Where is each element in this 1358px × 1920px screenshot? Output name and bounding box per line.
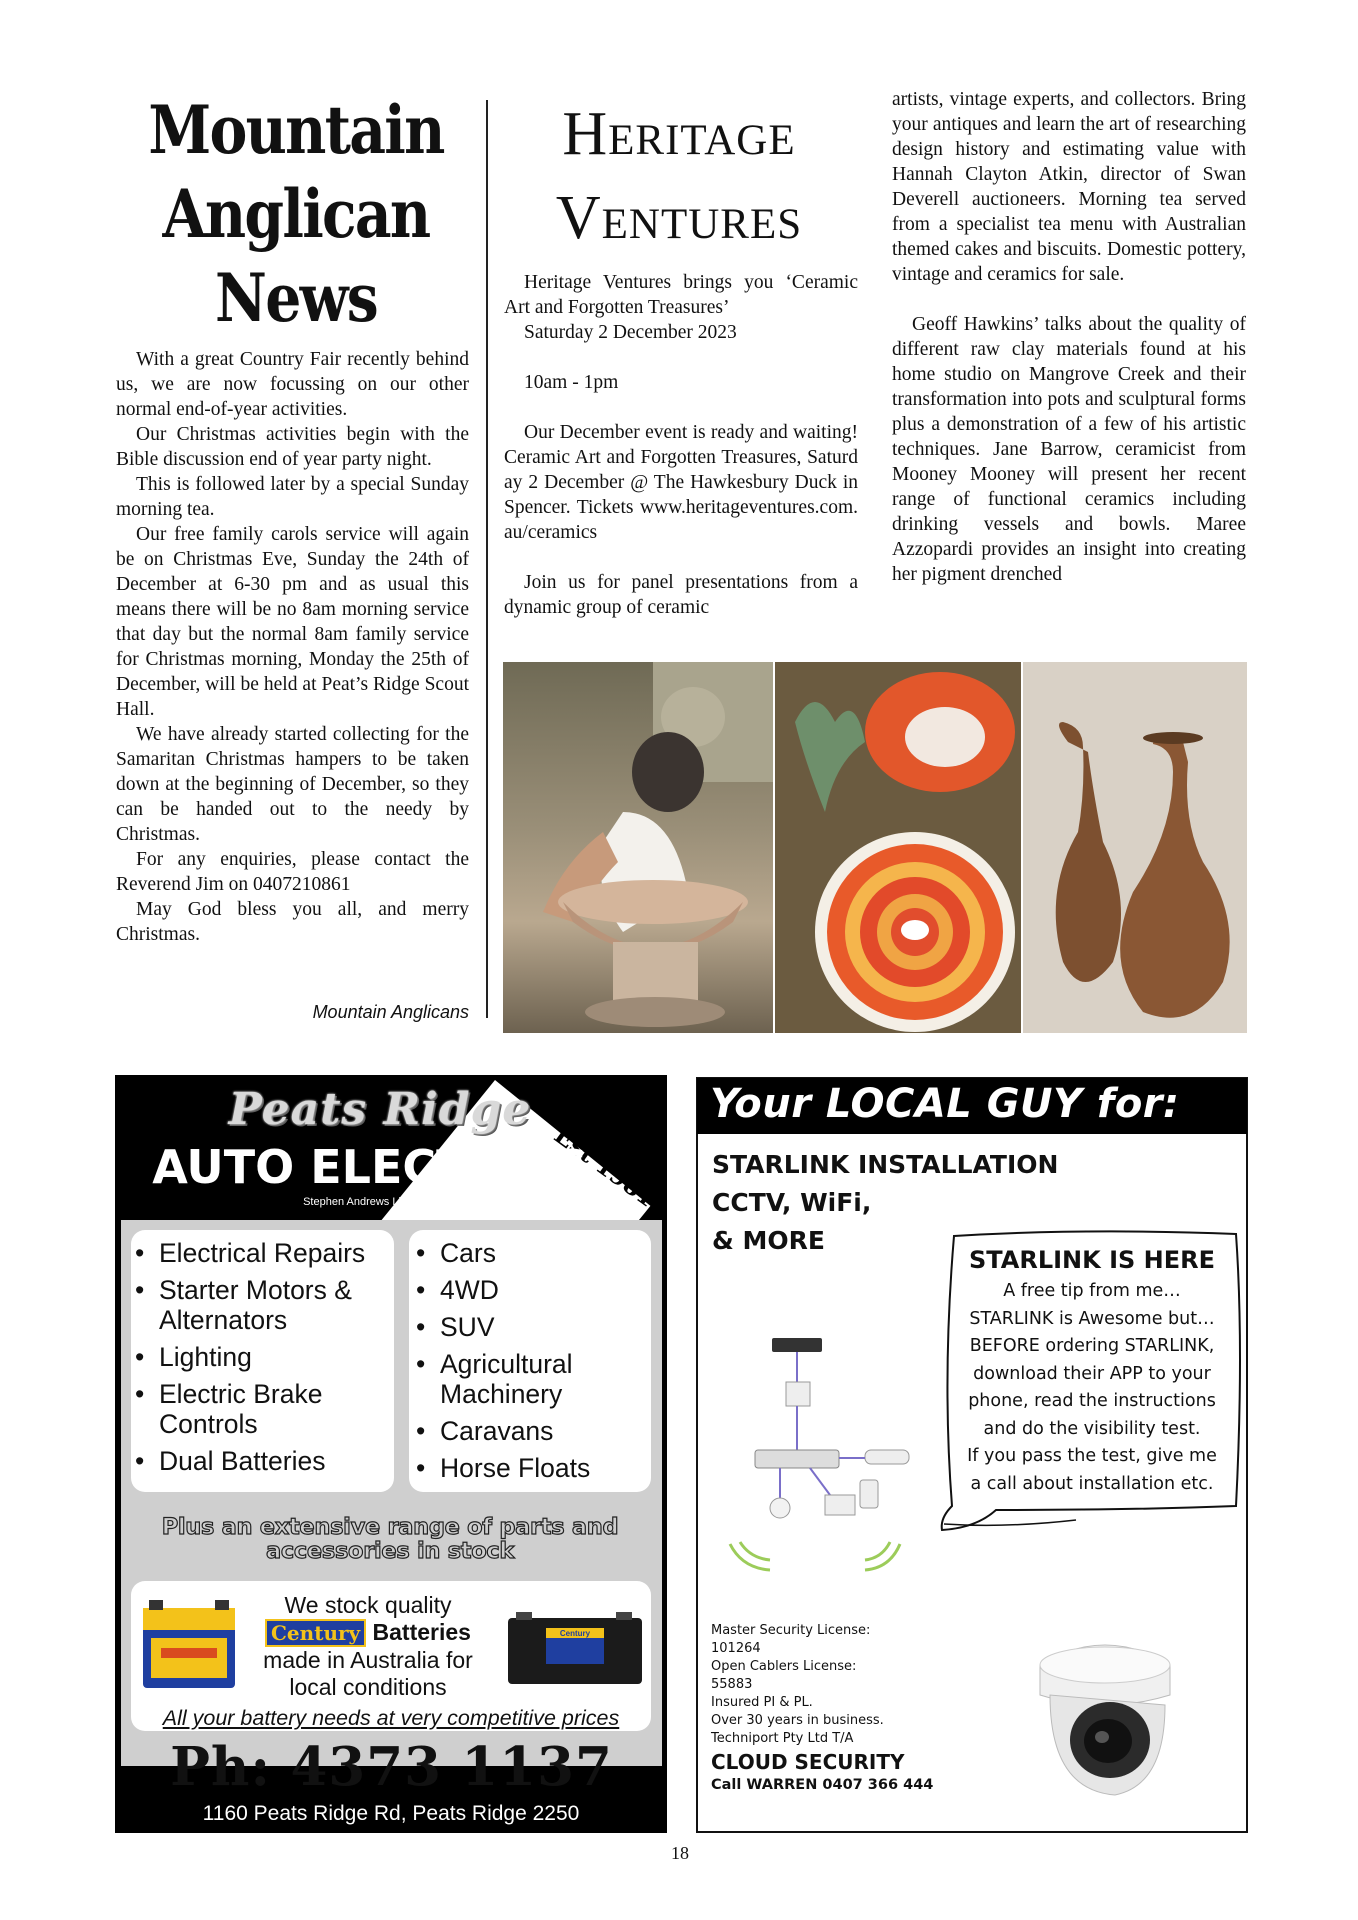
est-label: Est 1981 <box>548 1120 662 1213</box>
service-item: • Dual Batteries <box>133 1446 393 1476</box>
note-line: accessories in stock <box>265 1538 515 1564</box>
licence-line: Techniport Pty Ltd T/A <box>711 1731 854 1746</box>
tip-line: phone, read the instructions <box>968 1391 1216 1411</box>
tip-line: If you pass the test, give me <box>967 1446 1217 1466</box>
services-list-left <box>133 1238 393 1483</box>
ae-brand-name: Peats Ridge <box>228 1084 532 1135</box>
event-time: 10am - 1pm <box>524 372 619 393</box>
article-paragraph: artists, vintage experts, and collectors. Bring your antiques and learn the art of researching design history and estimating value with Hannah Clayton Atkin, director of Swan Deverell auctioneers. Morning tea served from a specialist tea menu with Australian themed cakes and biscuits. Domestic pottery, vintage and ceramics for sale. <box>892 89 1246 285</box>
service-item: • Horse Floats <box>414 1453 646 1483</box>
company-name: CLOUD SECURITY <box>711 1750 905 1774</box>
service-item: • Electric Brake Controls <box>133 1379 393 1439</box>
article-paragraph: Heritage Ventures brings you ‘Ceramic Art and Forgotten Treasures’ <box>504 272 858 318</box>
service-item: • Cars <box>414 1238 646 1268</box>
licence-line: Insured PI & PL. <box>711 1695 813 1710</box>
tip-line: and do the visibility test. <box>983 1418 1201 1439</box>
battery-line: We stock quality <box>284 1592 452 1618</box>
battery-label: Century <box>559 1629 591 1638</box>
local-guy-header: Your LOCAL GUY for: <box>710 1081 1180 1127</box>
services-list-right <box>414 1238 646 1490</box>
century-logo: Century <box>265 1619 366 1647</box>
tip-line: download their APP to your <box>973 1363 1211 1384</box>
vases-photo <box>1023 662 1247 1033</box>
article-paragraph: Geoff Hawkins’ talks about the quality of different raw clay materials found at his home studio on Mangrove Creek and their transformation into pots and sculptural forms plus a demonstration of a few of his artistic techniques. Jane Barrow, ceramicist from Mooney Mooney will present her recent range of functional ceramics including drinking vessels and bowls. Maree Azzopardi provides an insight into creating her pigment drenched <box>892 314 1246 585</box>
event-date: Saturday 2 December 2023 <box>524 322 737 343</box>
ae-phone: Ph: 4373 1137 <box>170 1736 613 1798</box>
article-paragraph: May God bless you all, and merry Christmas. <box>116 899 469 945</box>
title-line: News <box>215 259 377 337</box>
ae-licence: Stephen Andrews Lic. No.: MVRL22840 <box>303 1196 497 1208</box>
article-paragraph: Our Christmas activities begin with the Bible discussion end of year party night. <box>116 424 469 470</box>
service-item: • Lighting <box>133 1342 393 1372</box>
title-line: Mountain <box>148 91 444 169</box>
service-item: • 4WD <box>414 1275 646 1305</box>
licence-line: 101264 <box>711 1641 761 1656</box>
column-divider <box>486 100 488 1018</box>
tip-line: a call about installation etc. <box>970 1473 1214 1494</box>
article-paragraph: Our December event is ready and waiting! Ceramic Art and Forgotten Treasures, Saturday 2 December @ The Hawkesbury Duck in Spencer. Tickets www.heritageventures.com.au/ceramics <box>504 422 858 543</box>
service-item: • Agricultural Machinery <box>414 1349 646 1409</box>
battery-text <box>248 1592 488 1701</box>
tip-line: A free tip from me… <box>1003 1281 1181 1301</box>
starlink-tip <box>948 1242 1236 1498</box>
batteries-label: Batteries <box>372 1619 471 1645</box>
article-paragraph: Join us for panel presentations from a dynamic group of ceramic <box>504 572 858 618</box>
tip-line: BEFORE ordering STARLINK, <box>969 1336 1215 1356</box>
battery-line <box>248 1619 488 1647</box>
title-line: Anglican <box>162 175 430 253</box>
battery-line: local conditions <box>289 1674 447 1700</box>
battery-prices: All your battery needs at very competitive prices <box>162 1706 620 1730</box>
ceramics-photo-strip <box>503 662 1247 1033</box>
article-signature: Mountain Anglicans <box>312 1002 469 1022</box>
article-paragraph: For any enquiries, please contact the Reverend Jim on 0407210861 <box>116 849 469 895</box>
heritage-article-col2 <box>892 87 1246 587</box>
battery-image-right <box>506 1610 644 1686</box>
licence-line: Over 30 years in business. <box>711 1713 884 1728</box>
ae-title: AUTO ELECTRICS <box>152 1140 588 1194</box>
service-line: & MORE <box>712 1226 825 1255</box>
ceramic-plates-photo <box>775 662 1021 1033</box>
licence-line: Open Cablers License: <box>711 1659 857 1674</box>
title-line: Heritage <box>562 100 796 168</box>
battery-image-left <box>141 1598 237 1690</box>
mountain-anglican-article <box>116 347 469 947</box>
service-line: STARLINK INSTALLATION <box>712 1150 1059 1179</box>
article-paragraph: With a great Country Fair recently behind us, we are now focussing on our other normal end-of-year activities. <box>116 349 469 420</box>
service-item: • SUV <box>414 1312 646 1342</box>
starlink-heading: STARLINK IS HERE <box>968 1246 1216 1274</box>
battery-line: made in Australia for <box>263 1647 473 1673</box>
article-paragraph: Our free family carols service will again be on Christmas Eve, Sunday the 24th of December at 6-30 pm and as usual this means there will be no 8am morning service that day but the normal 8am family service for Christmas morning, Monday the 25th of December, will be held at Peat’s Ridge Scout Hall. <box>116 524 469 720</box>
service-item: • Caravans <box>414 1416 646 1446</box>
network-diagram <box>700 1330 930 1590</box>
potter-photo <box>503 662 773 1033</box>
page-number: 18 <box>671 1843 689 1863</box>
service-item: • Electrical Repairs <box>133 1238 393 1268</box>
service-item: • Starter Motors & Alternators <box>133 1275 393 1335</box>
contact-phone: Call WARREN 0407 366 444 <box>711 1777 934 1793</box>
note-line: Plus an extensive range of parts and <box>161 1514 619 1540</box>
licence-line: 55883 <box>711 1677 753 1692</box>
ae-address: 1160 Peats Ridge Rd, Peats Ridge 2250 <box>202 1802 580 1825</box>
licence-info <box>711 1622 933 1794</box>
licence-line: Master Security License: <box>711 1623 871 1638</box>
heritage-article-col1 <box>504 270 858 620</box>
heritage-ventures-title <box>504 92 854 260</box>
article-paragraph: We have already started collecting for the Samaritan Christmas hampers to be taken down at the beginning of December, so they can be handed out to the needy by Christmas. <box>116 724 469 845</box>
service-line: CCTV, WiFi, <box>712 1188 872 1217</box>
mountain-anglican-title <box>141 88 451 340</box>
article-paragraph: This is followed later by a special Sunday morning tea. <box>116 474 469 520</box>
security-camera-image <box>1030 1625 1180 1805</box>
parts-accessories-note <box>140 1515 640 1563</box>
tip-line: STARLINK is Awesome but… <box>969 1308 1215 1329</box>
title-line: Ventures <box>555 184 803 252</box>
